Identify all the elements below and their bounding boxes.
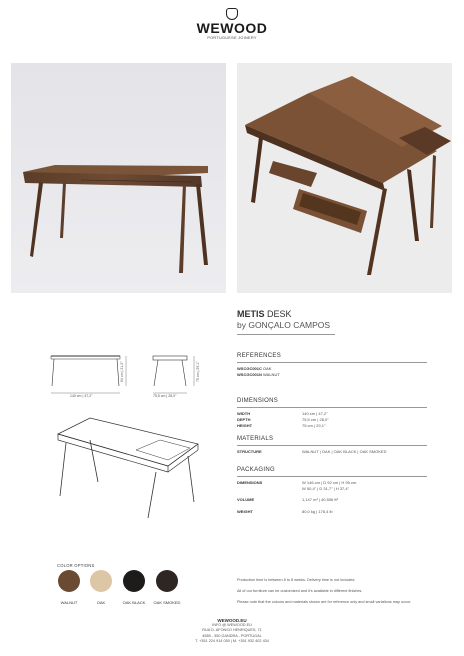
color-options-heading: COLOR OPTIONS <box>57 563 95 568</box>
footer-phone: T. +351 224 914 050 | M. +351 932 402 434 <box>195 638 269 643</box>
references-divider <box>237 362 427 363</box>
packaging-weight-value: 80,0 kg | 176,4 lb <box>302 509 333 514</box>
dimension-value-depth: 75,5 cm | 28,0" <box>302 417 329 422</box>
side-depth-label: 75,5 cm | 28,0" <box>153 394 177 398</box>
shield-logo-icon <box>226 8 238 20</box>
footer-address: RUA D. AFONSO HENRIQUES, 71 <box>202 628 262 633</box>
reference-row <box>237 372 280 377</box>
product-type: DESK <box>267 309 292 319</box>
packaging-dimensions-metric: W 146 cm | D 92 cm | H 95 cm <box>302 480 357 485</box>
reference-code: WSCGC001N <box>237 372 262 377</box>
front-height-label: 64 cm | 21,2" <box>120 361 124 382</box>
structure-value: WALNUT | OAK | OAK BLACK | OAK SMOKED <box>302 449 387 454</box>
materials-divider <box>237 445 427 446</box>
packaging-dimensions-label: DIMENSIONS <box>237 480 263 485</box>
packaging-heading: PACKAGING <box>237 467 275 473</box>
reference-finish: WALNUT <box>263 372 280 377</box>
footer-city: 4585 - 350 GANDRA - PORTUGAL <box>202 633 262 638</box>
materials-heading: MATERIALS <box>237 436 274 442</box>
dimension-value-width: 140 cm | 47,2" <box>302 411 328 416</box>
product-photo-front <box>11 63 226 293</box>
reference-row <box>237 366 271 371</box>
product-photo-open <box>237 63 452 293</box>
swatch-oak-smoked[interactable] <box>156 570 178 592</box>
footer-website[interactable]: WEWOOD.EU <box>217 618 247 623</box>
packaging-volume-label: VOLUME <box>237 497 255 502</box>
swatch-oak[interactable] <box>90 570 112 592</box>
side-height-label: 75 cm | 29,1" <box>196 361 200 382</box>
title-divider <box>237 334 335 335</box>
note-production-time: Production time is between 8 to 8 weeks. Delivery time is not included. <box>237 578 356 582</box>
dimension-label-depth: DEPTH <box>237 417 251 422</box>
reference-code: WSCGC001C <box>237 366 262 371</box>
note-customization: All of our furniture can be customized and it's available in different finishes. <box>237 589 363 593</box>
swatch-walnut[interactable] <box>58 570 80 592</box>
brand-name: WEWOOD <box>196 20 268 36</box>
perspective-line-drawing <box>50 410 200 522</box>
dimension-label-height: HEIGHT <box>237 423 253 428</box>
front-width-label: 140 cm | 47,2" <box>70 394 93 398</box>
packaging-weight-label: WEIGHT <box>237 509 253 514</box>
product-name: METIS <box>237 309 265 319</box>
references-heading: REFERENCES <box>237 353 282 359</box>
packaging-volume-value: 1,147 m³ | 40,506 ft³ <box>302 497 338 502</box>
product-designer: by GONÇALO CAMPOS <box>237 320 331 330</box>
swatch-label-oak-smoked: OAK SMOKED <box>153 600 181 605</box>
structure-label: STRUCTURE <box>237 449 262 454</box>
footer-email[interactable]: INFO @ WEWOOD.EU <box>212 623 252 628</box>
brand-logo <box>0 8 464 40</box>
footer <box>0 618 464 644</box>
swatch-label-oak-black: OAK BLACK <box>122 600 146 605</box>
swatch-oak-black[interactable] <box>123 570 145 592</box>
dimensions-heading: DIMENSIONS <box>237 398 279 404</box>
swatch-label-oak: OAK <box>96 600 106 605</box>
brand-tagline: PORTUGUESE JOINERY <box>207 36 257 40</box>
dimensions-divider <box>237 407 427 408</box>
dimension-value-height: 75 cm | 29,1" <box>302 423 326 428</box>
packaging-dimensions-imperial: W 50,4" | D 31,7" | H 37,4" <box>302 486 350 491</box>
swatch-label-walnut: WALNUT <box>60 600 78 605</box>
reference-finish: OAK <box>263 366 272 371</box>
note-colour-disclaimer: Please note that the colours and materials shown are for reference only and small variations may occur. <box>237 600 412 604</box>
dimension-label-width: WIDTH <box>237 411 251 416</box>
packaging-divider <box>237 476 427 477</box>
product-title <box>237 309 292 319</box>
